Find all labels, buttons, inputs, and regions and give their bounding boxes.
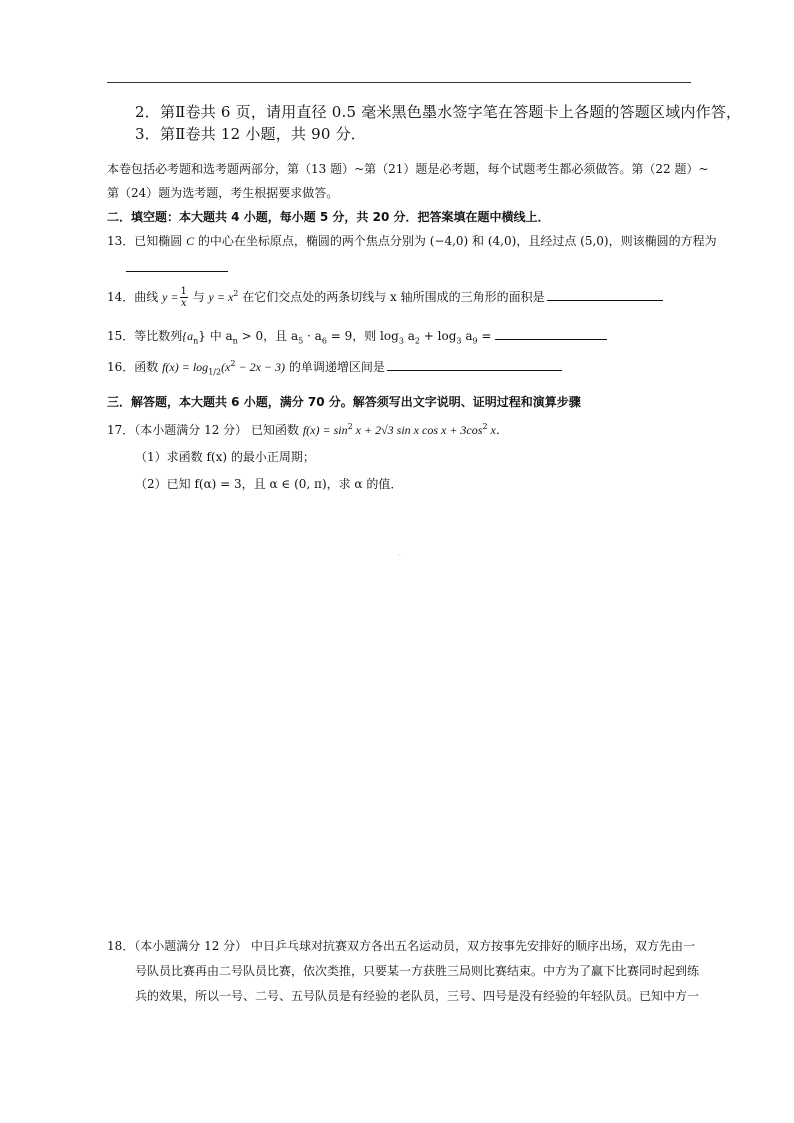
q13-text-a: 13．已知椭圆 bbox=[107, 234, 187, 248]
question-15: 15．等比数列$\{a_n\}$ 中 $a_n > 0$，且 $a_5 \cdot a_6 = 9$，则 $\log_3 a_2 + \log_3 a_9$ = bbox=[107, 327, 607, 345]
q16-fx: f(x) = log bbox=[162, 360, 209, 374]
q15-text-d: · a bbox=[303, 329, 322, 343]
q16-log-base: 1/2 bbox=[208, 367, 222, 377]
intro-line-1: 本卷包括必考题和选考题两部分，第（13 题）~第（21）题是必考题，每个试题考生都必须做答。第（22 题）~ bbox=[107, 162, 709, 176]
q15-text-f: a bbox=[403, 329, 415, 343]
q14-eq: y = bbox=[162, 290, 179, 304]
q17-head: 17．（本小题满分 12 分） 已知函数 bbox=[107, 423, 303, 437]
note-3: 3．第Ⅱ卷共 12 小题，共 90 分． bbox=[135, 125, 366, 143]
q17-tail: x． bbox=[487, 423, 508, 437]
q18-line-1: 18．（本小题满分 12 分） 中日乒乓球对抗赛双方各出五名运动员，双方按事先安排好的顺序出场，双方先由一 bbox=[107, 939, 695, 953]
q16-text-b: 的单调递增区间是 bbox=[285, 360, 385, 374]
question-17: 17．（本小题满分 12 分） 已知函数 $f(x) = \sin^2 x + 2√3$ sin x $\cos x + 3\cos^2$ x． bbox=[107, 422, 508, 437]
question-14: 14．曲线 y = $\frac{1}{x}$ 与 $y = x^2$ 在它们交点处的两条切线与 x 轴所围成的三角形的面积是 bbox=[107, 286, 663, 309]
note-2: 2．第Ⅱ卷共 6 页，请用直径 0.5 毫米黑色墨水签字笔在答题卡上各题的答题区域内作答， bbox=[135, 103, 742, 121]
q17-mid: x + 2√3 sin x cos x + 3cos bbox=[352, 423, 483, 437]
q16-text-a: 16．函数 bbox=[107, 360, 163, 374]
q15-text-b: } 中 a bbox=[198, 329, 233, 343]
q15-text-i: = bbox=[477, 329, 492, 343]
q14-eq2: y = x bbox=[208, 290, 234, 304]
q14-text-a: 14．曲线 bbox=[107, 290, 163, 304]
q17-part-1: （1）求函数 f(x) 的最小正周期； bbox=[135, 450, 315, 464]
q15-text-c: > 0，且 a bbox=[237, 329, 299, 343]
q15-text-e: = 9，则 log bbox=[326, 329, 399, 343]
q14-text-b: 与 bbox=[188, 290, 209, 304]
q13-answer-blank[interactable] bbox=[126, 257, 228, 276]
q16-arg2: − 2x − 3) bbox=[235, 360, 286, 374]
q16-arg: (x bbox=[221, 360, 231, 374]
q15-text-h: a bbox=[461, 329, 473, 343]
q14-text-c: 在它们交点处的两条切线与 x 轴所围成的三角形的面积是 bbox=[238, 290, 545, 304]
q13-var: C bbox=[186, 234, 195, 248]
q15-seq-sub: n bbox=[193, 336, 199, 346]
q18-line-3: 兵的效果，所以一号、二号、五号队员是有经验的老队员，三号、四号是没有经验的年轻队员。已知中方一 bbox=[135, 989, 700, 1003]
q14-fraction bbox=[180, 286, 188, 309]
q14-frac-num: 1 bbox=[180, 286, 187, 297]
q15-answer-blank[interactable] bbox=[495, 329, 607, 340]
q16-answer-blank[interactable] bbox=[387, 360, 562, 371]
q13-text-b: 的中心在坐标原点，椭圆的两个焦点分别为 (−4,0) 和 (4,0)，且经过点 (5,0)，则该椭圆的方程为 bbox=[194, 234, 717, 248]
question-16: 16．函数 $f(x) = \log_{1/2}(x^2 - 2x - 3)$ 的单调递增区间是 bbox=[107, 358, 562, 376]
section3-heading: 三．解答题，本大题共 6 小题，满分 70 分。解答须写出文字说明、证明过程和演算步骤 bbox=[107, 395, 581, 409]
intro-line-2: 第（24）题为选考题，考生根据要求做答。 bbox=[107, 186, 339, 200]
q17-part-2: （2）已知 f(α) = 3，且 α ∈ (0, π)，求 α 的值． bbox=[135, 477, 403, 491]
stray-mark: ,, bbox=[398, 551, 401, 556]
q14-answer-blank[interactable] bbox=[547, 290, 663, 301]
q15-seq: {a bbox=[182, 329, 194, 343]
header-rule bbox=[107, 82, 691, 83]
section2-heading: 二．填空题：本大题共 4 小题，每小题 5 分，共 20 分．把答案填在题中横线上． bbox=[107, 210, 550, 224]
q15-text-a: 15．等比数列 bbox=[107, 329, 183, 343]
question-13 bbox=[107, 232, 717, 249]
q14-frac-den: x bbox=[180, 298, 187, 309]
q15-text-g: + log bbox=[419, 329, 457, 343]
q17-fx: f(x) = sin bbox=[302, 423, 348, 437]
q18-line-2: 号队员比赛再由二号队员比赛，依次类推，只要某一方获胜三局则比赛结束。中方为了赢下比赛同时起到练 bbox=[135, 964, 700, 978]
